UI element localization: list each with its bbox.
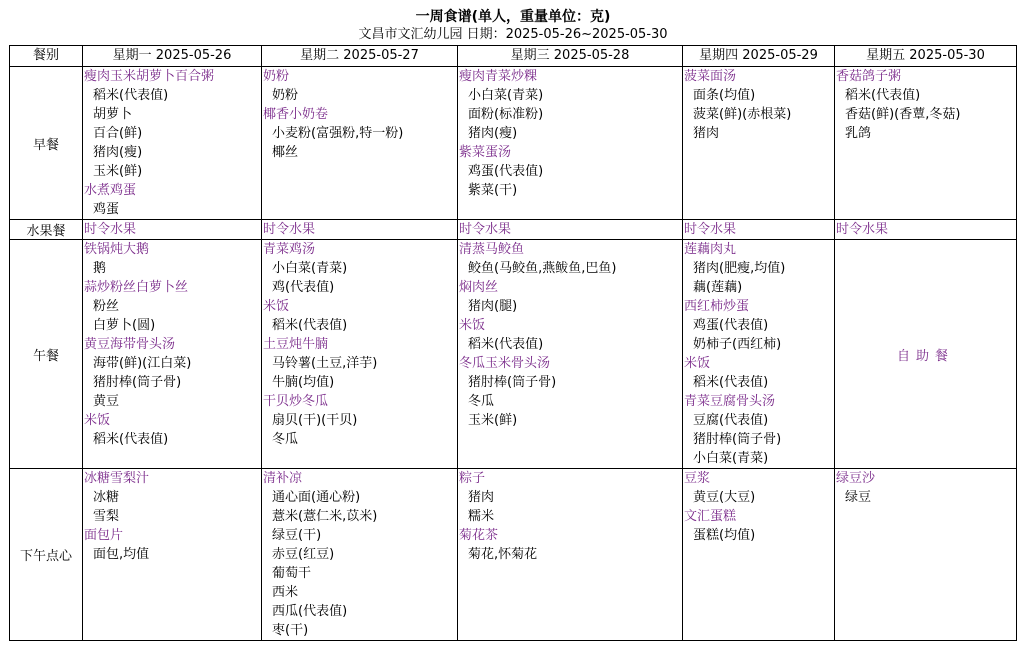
dish-name: 菠菜面汤 <box>684 69 737 84</box>
dish-name: 瘦肉青菜炒粿 <box>459 69 538 84</box>
ingredient: 鸡蛋 <box>93 202 120 217</box>
dish-name: 清蒸马鲛鱼 <box>459 242 525 257</box>
ingredient: 黄豆(大豆) <box>693 490 756 505</box>
ingredient: 面粉(标准粉) <box>468 107 544 122</box>
ingredient: 雪梨 <box>93 509 120 524</box>
menu-cell-tue <box>262 469 458 641</box>
dish-name: 西红柿炒蛋 <box>684 299 750 314</box>
ingredient: 冰糖 <box>93 490 120 505</box>
ingredient: 面包,均值 <box>93 547 150 562</box>
meal-label: 水果餐 <box>10 220 83 240</box>
dish-name: 时令水果 <box>263 222 316 237</box>
menu-cell-wed <box>458 67 683 220</box>
ingredient: 紫菜(干) <box>468 183 518 198</box>
dish-name: 莲藕肉丸 <box>684 242 737 257</box>
menu-cell-wed <box>458 469 683 641</box>
ingredient: 马铃薯(土豆,洋芋) <box>272 356 378 371</box>
snack-row <box>10 469 1017 641</box>
meal-label: 早餐 <box>10 67 83 220</box>
ingredient: 黄豆 <box>93 394 120 409</box>
dish-name: 米饭 <box>459 318 486 333</box>
dish-name: 干贝炒冬瓜 <box>263 394 329 409</box>
dish-name: 奶粉 <box>263 69 290 84</box>
ingredient: 豆腐(代表值) <box>693 413 769 428</box>
dish-name: 时令水果 <box>84 222 137 237</box>
dish-name: 米饭 <box>84 413 111 428</box>
fruit-row <box>10 220 1017 240</box>
page-subtitle: 文昌市文汇幼儿园 日期：2025-05-26~2025-05-30 <box>358 27 668 42</box>
ingredient: 蛋糕(均值) <box>693 528 756 543</box>
breakfast-row <box>10 67 1017 220</box>
dish-name: 土豆炖牛腩 <box>263 337 329 352</box>
ingredient: 葡萄干 <box>272 566 312 581</box>
meal-label: 下午点心 <box>10 469 83 641</box>
dish-name: 豆浆 <box>684 471 711 486</box>
ingredient: 猪肉 <box>693 126 720 141</box>
menu-cell-thu <box>683 469 835 641</box>
lunch-row <box>10 240 1017 469</box>
menu-cell-wed <box>458 220 683 240</box>
ingredient: 绿豆 <box>845 490 872 505</box>
dish-name: 青菜鸡汤 <box>263 242 316 257</box>
ingredient: 百合(鲜) <box>93 126 143 141</box>
menu-cell-mon <box>83 469 262 641</box>
ingredient: 鸡蛋(代表值) <box>468 164 544 179</box>
dish-name: 米饭 <box>684 356 711 371</box>
menu-cell-wed <box>458 240 683 469</box>
menu-cell-thu <box>683 67 835 220</box>
dish-name: 焖肉丝 <box>459 280 499 295</box>
menu-cell-tue <box>262 67 458 220</box>
ingredient: 薏米(薏仁米,苡米) <box>272 509 378 524</box>
ingredient: 猪肘棒(筒子骨) <box>93 375 182 390</box>
ingredient: 藕(莲藕) <box>693 280 743 295</box>
ingredient: 面条(均值) <box>693 88 756 103</box>
ingredient: 猪肉(瘦) <box>93 145 143 160</box>
ingredient: 小白菜(青菜) <box>272 261 348 276</box>
dish-name: 水煮鸡蛋 <box>84 183 137 198</box>
day-header-fri: 星期五 2025-05-30 <box>835 46 1017 67</box>
dish-name: 面包片 <box>84 528 124 543</box>
ingredient: 小白菜(青菜) <box>468 88 544 103</box>
dish-name: 铁锅炖大鹅 <box>84 242 150 257</box>
ingredient: 扇贝(干)(干贝) <box>272 413 358 428</box>
ingredient: 小麦粉(富强粉,特一粉) <box>272 126 404 141</box>
ingredient: 西瓜(代表值) <box>272 604 348 619</box>
ingredient: 赤豆(红豆) <box>272 547 335 562</box>
dish-name: 紫菜蛋汤 <box>459 145 512 160</box>
ingredient: 猪肘棒(筒子骨) <box>693 432 782 447</box>
ingredient: 稻米(代表值) <box>693 375 769 390</box>
page-header <box>0 0 1026 45</box>
ingredient: 牛腩(均值) <box>272 375 335 390</box>
ingredient: 稻米(代表值) <box>93 88 169 103</box>
dish-name: 瘦肉玉米胡萝卜百合粥 <box>84 69 215 84</box>
dish-name: 清补凉 <box>263 471 303 486</box>
ingredient: 猪肘棒(筒子骨) <box>468 375 557 390</box>
dish-name: 黄豆海带骨头汤 <box>84 337 176 352</box>
dish-name: 绿豆沙 <box>836 471 876 486</box>
ingredient: 菠菜(鲜)(赤根菜) <box>693 107 792 122</box>
day-header-thu: 星期四 2025-05-29 <box>683 46 835 67</box>
day-header-tue: 星期二 2025-05-27 <box>262 46 458 67</box>
ingredient: 玉米(鲜) <box>468 413 518 428</box>
ingredient: 白萝卜(圆) <box>93 318 156 333</box>
ingredient: 乳鸽 <box>845 126 872 141</box>
dish-name: 冬瓜玉米骨头汤 <box>459 356 551 371</box>
ingredient: 奶粉 <box>272 88 299 103</box>
ingredient: 稻米(代表值) <box>272 318 348 333</box>
dish-name: 时令水果 <box>836 222 889 237</box>
ingredient: 稻米(代表值) <box>93 432 169 447</box>
day-header-wed: 星期三 2025-05-28 <box>458 46 683 67</box>
ingredient: 西米 <box>272 585 299 600</box>
menu-cell-thu <box>683 240 835 469</box>
ingredient: 冬瓜 <box>272 432 299 447</box>
menu-cell-tue <box>262 240 458 469</box>
dish-name: 菊花茶 <box>459 528 499 543</box>
meal-column-header: 餐别 <box>10 46 83 67</box>
menu-cell-fri <box>835 67 1017 220</box>
menu-cell-thu <box>683 220 835 240</box>
meal-label: 午餐 <box>10 240 83 469</box>
dish-name: 时令水果 <box>459 222 512 237</box>
ingredient: 胡萝卜 <box>93 107 133 122</box>
ingredient: 绿豆(干) <box>272 528 322 543</box>
ingredient: 奶柿子(西红柿) <box>693 337 782 352</box>
ingredient: 猪肉 <box>468 490 495 505</box>
dish-name: 蒜炒粉丝白萝卜丝 <box>84 280 189 295</box>
menu-cell-mon <box>83 220 262 240</box>
self-service-note: 自助餐 <box>835 240 1017 469</box>
ingredient: 枣(干) <box>272 623 309 638</box>
ingredient: 粉丝 <box>93 299 120 314</box>
ingredient: 通心面(通心粉) <box>272 490 361 505</box>
ingredient: 糯米 <box>468 509 495 524</box>
page-title: 一周食谱(单人，重量单位：克) <box>415 9 611 25</box>
dish-name: 冰糖雪梨汁 <box>84 471 150 486</box>
menu-cell-mon <box>83 240 262 469</box>
ingredient: 猪肉(腿) <box>468 299 518 314</box>
ingredient: 菊花,怀菊花 <box>468 547 538 562</box>
dish-name: 青菜豆腐骨头汤 <box>684 394 776 409</box>
dish-name: 香菇鸽子粥 <box>836 69 902 84</box>
ingredient: 鲛鱼(马鲛鱼,燕鲅鱼,巴鱼) <box>468 261 617 276</box>
dish-name: 文汇蛋糕 <box>684 509 737 524</box>
ingredient: 海带(鲜)(江白菜) <box>93 356 192 371</box>
day-header-mon: 星期一 2025-05-26 <box>83 46 262 67</box>
menu-cell-fri <box>835 469 1017 641</box>
menu-cell-tue <box>262 220 458 240</box>
dish-name: 粽子 <box>459 471 486 486</box>
menu-cell-fri <box>835 220 1017 240</box>
ingredient: 鹅 <box>93 261 107 276</box>
ingredient: 椰丝 <box>272 145 299 160</box>
ingredient: 猪肉(瘦) <box>468 126 518 141</box>
ingredient: 猪肉(肥瘦,均值) <box>693 261 786 276</box>
ingredient: 鸡蛋(代表值) <box>693 318 769 333</box>
ingredient: 香菇(鲜)(香蕈,冬菇) <box>845 107 961 122</box>
dish-name: 米饭 <box>263 299 290 314</box>
menu-table <box>9 45 1017 641</box>
dish-name: 时令水果 <box>684 222 737 237</box>
ingredient: 冬瓜 <box>468 394 495 409</box>
ingredient: 鸡(代表值) <box>272 280 335 295</box>
ingredient: 稻米(代表值) <box>845 88 921 103</box>
ingredient: 小白菜(青菜) <box>693 451 769 466</box>
dish-name: 椰香小奶卷 <box>263 107 329 122</box>
menu-cell-mon <box>83 67 262 220</box>
header-row <box>10 46 1017 67</box>
ingredient: 稻米(代表值) <box>468 337 544 352</box>
ingredient: 玉米(鲜) <box>93 164 143 179</box>
